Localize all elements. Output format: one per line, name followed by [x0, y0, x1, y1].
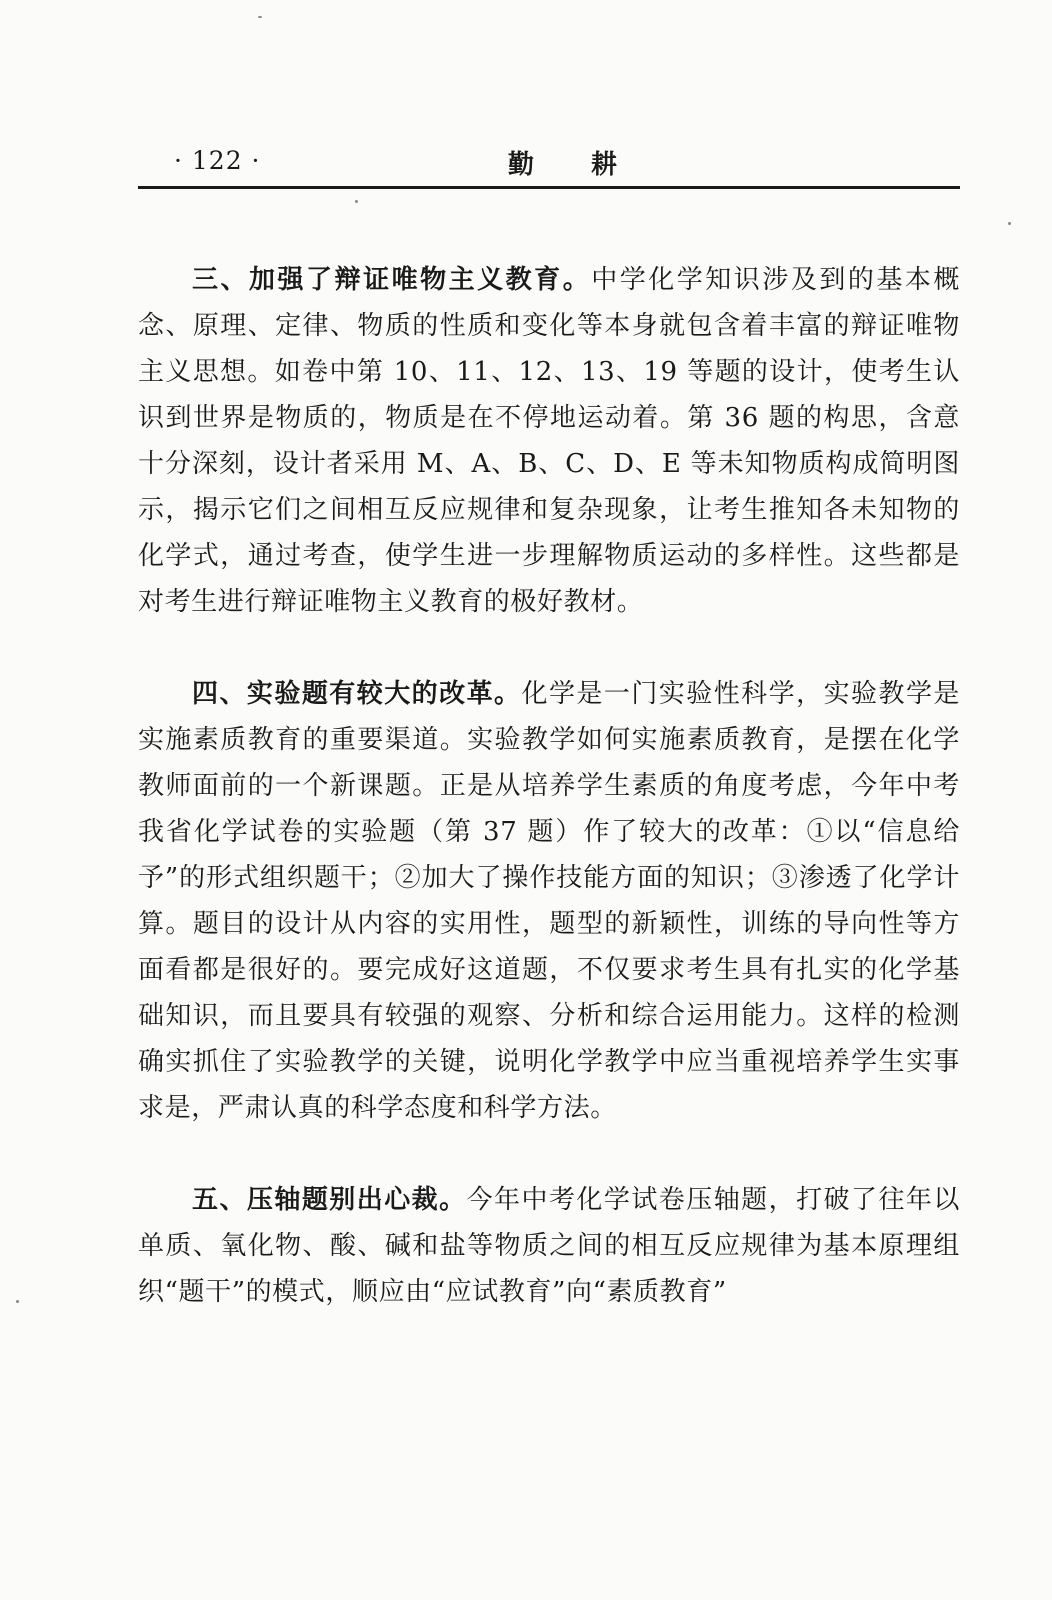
scan-speck — [16, 1300, 19, 1303]
paragraph-heading: 四、实验题有较大的改革。 — [192, 679, 522, 709]
scan-speck — [1008, 222, 1011, 225]
paragraph-heading: 三、加强了辩证唯物主义教育。 — [192, 265, 592, 295]
paragraph-body: 今年中考化学试卷压轴题，打破了往年以单质、氧化物、酸、碱和盐等物质之间的相互反应规律为基本原理组织“题干”的模式，顺应由“应试教育”向“素质教育” — [138, 1185, 960, 1307]
paragraph-dialectical-materialism — [138, 257, 960, 625]
paragraph-heading: 五、压轴题别出心裁。 — [192, 1185, 467, 1215]
running-title: 勤 耕 — [508, 150, 642, 180]
body-text — [138, 257, 960, 1315]
page-number: · 122 · — [174, 146, 261, 175]
paragraph-body: 化学是一门实验性科学，实验教学是实施素质教育的重要渠道。实验教学如何实施素质教育，是摆在化学教师面前的一个新课题。正是从培养学生素质的角度考虑，今年中考我省化学试卷的实验题（第 37 题）作了较大的改革：①以“信息给予”的形式组织题干；②加大了操作技能方面的知识；③渗透了化学计算。题目的设计从内容的实用性，题型的新颖性，训练的导向性等方面看都是很好的。要完成好这道题，不仅要求考生具有扎实的化学基础知识，而且要具有较强的观察、分析和综合运用能力。这样的检测确实抓住了实验教学的关键，说明化学教学中应当重视培养学生实事求是，严肃认真的科学态度和科学方法。 — [138, 679, 960, 1123]
scan-speck — [355, 200, 358, 203]
scan-speck — [258, 16, 262, 18]
paragraph-final-question — [138, 1177, 960, 1315]
page-header — [138, 140, 960, 189]
paragraph-body: 中学化学知识涉及到的基本概念、原理、定律、物质的性质和变化等本身就包含着丰富的辩证唯物主义思想。如卷中第 10、11、12、13、19 等题的设计，使考生认识到世界是物质的，物质是在不停地运动着。第 36 题的构思，含意十分深刻，设计者采用 M、A、B、C、D、E 等未知物质构成简明图示，揭示它们之间相互反应规律和复杂现象，让考生推知各未知物的化学式，通过考查，使学生进一步理解物质运动的多样性。这些都是对考生进行辩证唯物主义教育的极好教材。 — [138, 265, 960, 617]
paragraph-experiment-reform — [138, 671, 960, 1131]
